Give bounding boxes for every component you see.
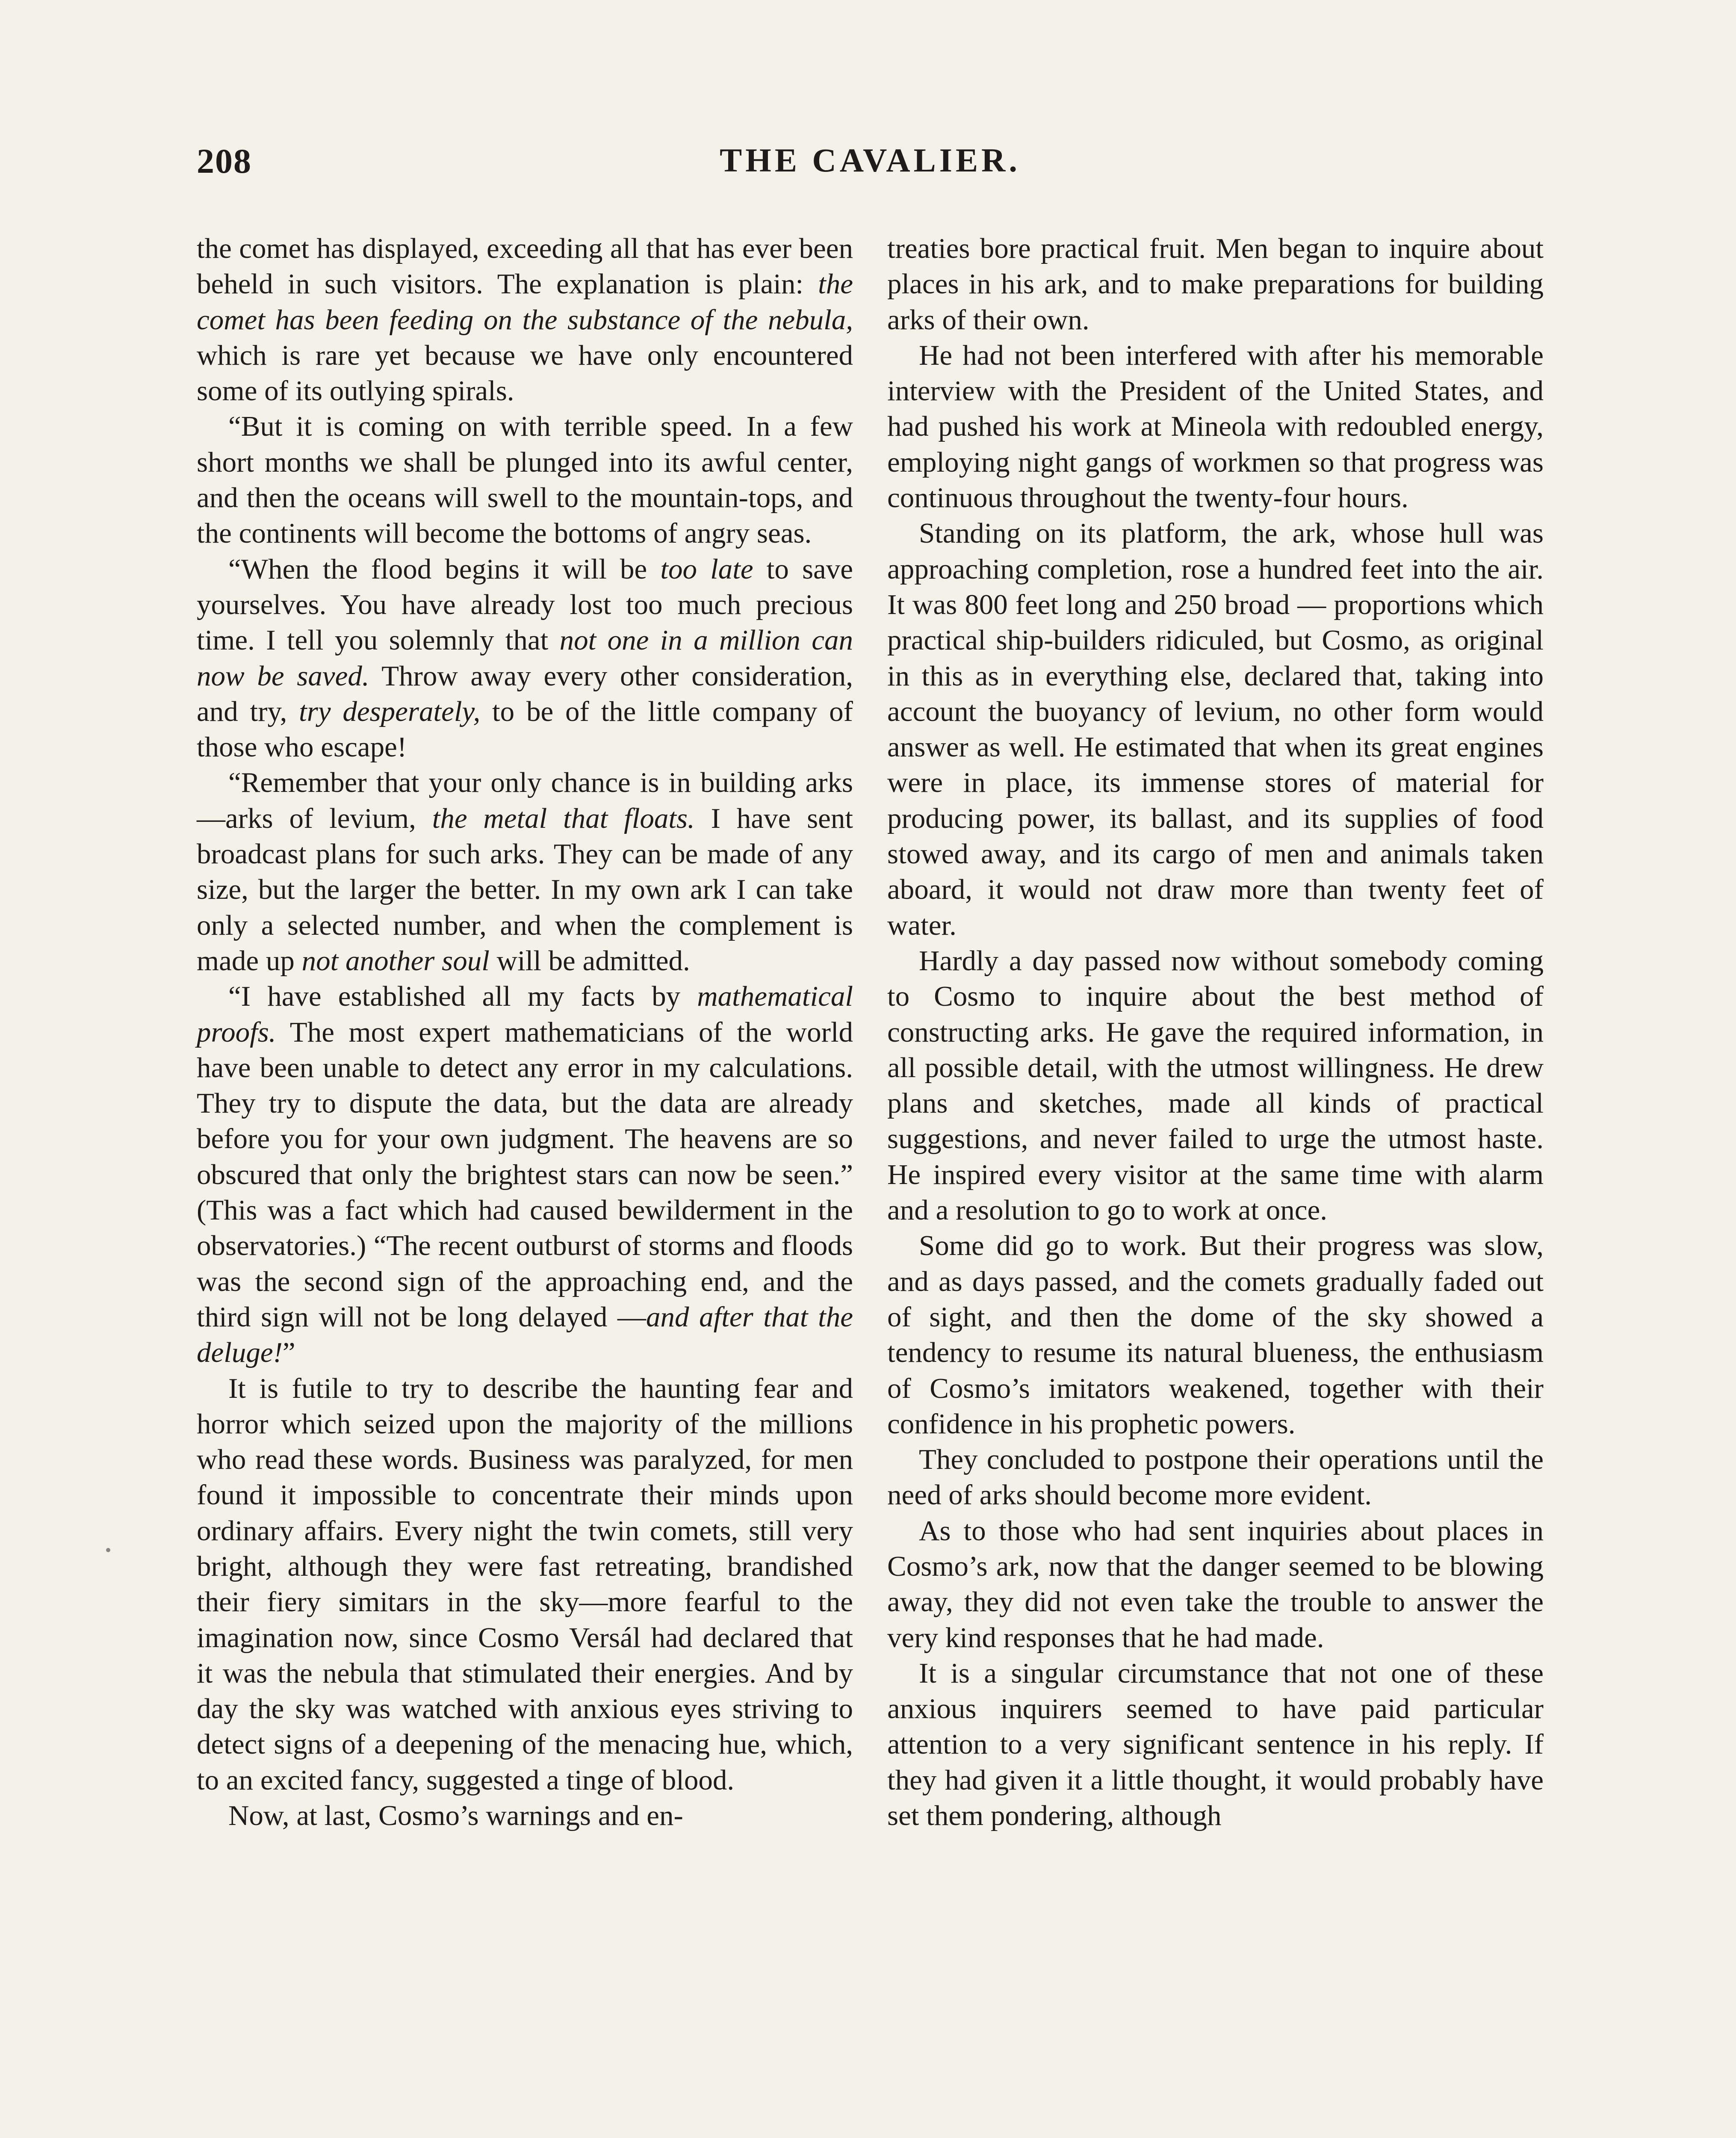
paragraph: Now, at last, Cosmo’s warnings and en- (228, 1800, 683, 1832)
paragraph: Standing on its platform, the ark, whose hull was approaching completion, rose a hundred feet into the air. It was 800 feet long and 250 broad — proportions which practical ship-builders ridiculed, but Cosmo, as original in this as in everything else, declared that, taking into account the buoyancy of levium, no other form would answer as well. He estimated that when its great engines were in place, its immense stores of material for producing power, its ballast, and its supplies of food stowed away, and its cargo of men and animals taken aboard, it would not draw more than twenty feet of water. (887, 517, 1544, 941)
paragraph: Some did go to work. But their progress was slow, and as days passed, and the comets gradually faded out of sight, and then the dome of the sky showed a tendency to resume its natural blueness, the enthusiasm of Cosmo’s imitators weakened, together with their confidence in his prophetic powers. (887, 1230, 1544, 1440)
paragraph: He had not been interfered with after his memorable interview with the President of the United States, and had pushed his work at Mineola with redoubled energy, employing night gangs of workmen so that progress was continuous throughout the twenty-four hours. (887, 339, 1544, 514)
paragraph: “I have established all my facts by mathematical proofs. The most expert mathematicians of the world have been unable to detect any error in my calculations. They try to dispute the data, but the data are already before you for your own judgment. The heavens are so obscured that only the brightest stars can now be seen.” (This was a fact which had caused bewilderment in the observatories.) “The recent outburst of storms and floods was the second sign of the approaching end, and the third sign will not be long delayed —and after that the deluge!” (197, 980, 853, 1369)
page-number: 208 (197, 142, 252, 180)
paragraph: “But it is coming on with terrible speed. In a few short months we shall be plunged into its awful center, and then the oceans will swell to the mountain-tops, and the continents will become the bottoms of angry seas. (197, 410, 853, 549)
page-header (197, 141, 1544, 197)
paragraph: It is a singular circumstance that not one of these anxious inquirers seemed to have paid particular attention to a very significant sentence in his reply. If they had given it a little thought, it would probably have set them pondering, although (887, 1657, 1544, 1832)
paragraph: treaties bore practical fruit. Men began to inquire about places in his ark, and to make preparations for building arks of their own. (887, 233, 1544, 336)
print-speck (106, 1548, 110, 1552)
running-title: THE CAVALIER. (720, 142, 1021, 179)
paragraph: “When the flood begins it will be too late to save yourselves. You have already lost too much precious time. I tell you solemnly that not one in a million can now be saved. Throw away every other consideration, and try, try desperately, to be of the little company of those who escape! (197, 553, 853, 763)
right-column (887, 231, 1544, 1834)
paragraph: “Remember that your only chance is in building arks—arks of levium, the metal that floats. I have sent broadcast plans for such arks. They can be made of any size, but the larger the better. In my own ark I can take only a selected number, and when the complement is made up not another soul will be admitted. (197, 767, 853, 977)
paragraph: They concluded to postpone their operations until the need of arks should become more evident. (887, 1444, 1544, 1511)
paragraph: As to those who had sent inquiries about places in Cosmo’s ark, now that the danger seemed to be blowing away, they did not even take the trouble to answer the very kind responses that he had made. (887, 1515, 1544, 1654)
paragraph: the comet has displayed, exceeding all that has ever been beheld in such visitors. The explanation is plain: the comet has been feeding on the substance of the nebula, which is rare yet because we have only encountered some of its outlying spirals. (197, 233, 853, 407)
paragraph: Hardly a day passed now without somebody coming to Cosmo to inquire about the best method of constructing arks. He gave the required information, in all possible detail, with the utmost willingness. He drew plans and sketches, made all kinds of practical suggestions, and never failed to urge the utmost haste. He inspired every visitor at the same time with alarm and a resolution to go to work at once. (887, 945, 1544, 1226)
left-column (197, 231, 853, 1834)
paragraph: It is futile to try to describe the haunting fear and horror which seized upon the majority of the millions who read these words. Business was paralyzed, for men found it impossible to concentrate their minds upon ordinary affairs. Every night the twin comets, still very bright, although they were fast retreating, brandished their fiery simitars in the sky—more fearful to the imagination now, since Cosmo Versál had declared that it was the nebula that stimulated their energies. And by day the sky was watched with anxious eyes striving to detect signs of a deepening of the menacing hue, which, to an excited fancy, suggested a tinge of blood. (197, 1372, 853, 1796)
